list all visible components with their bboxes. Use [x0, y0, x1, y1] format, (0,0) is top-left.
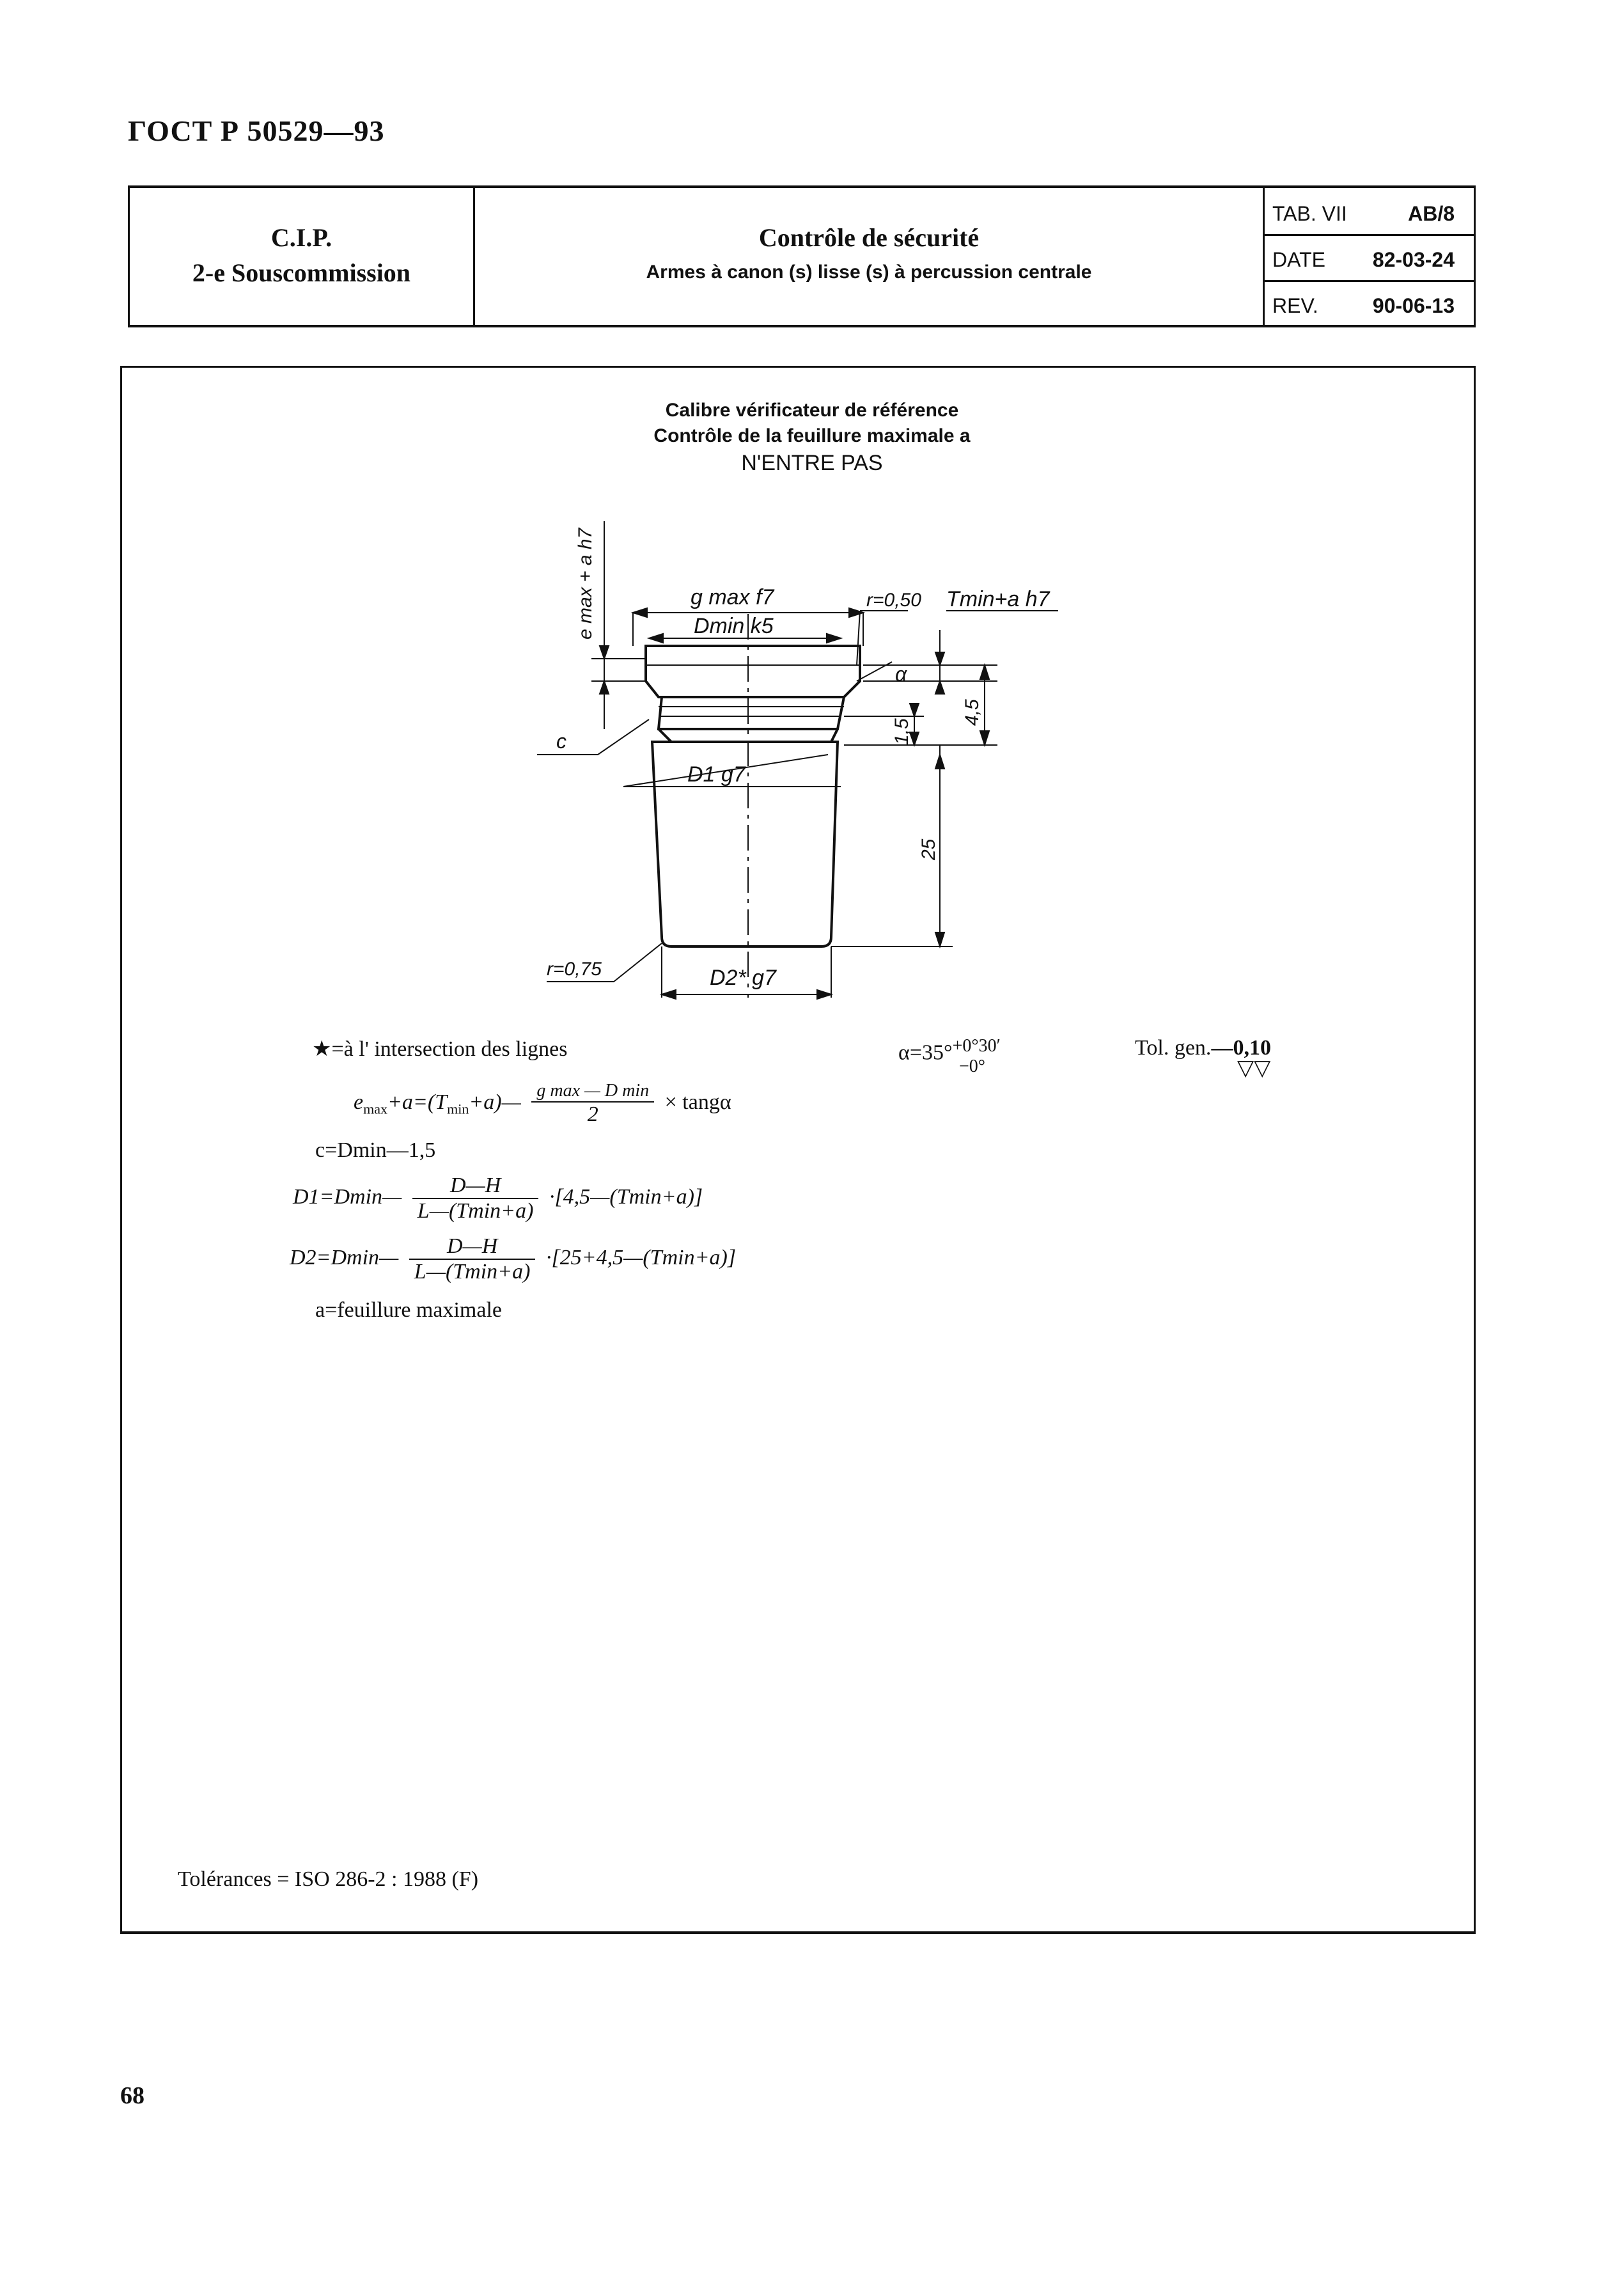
label-c: c: [556, 730, 566, 753]
emax-lhs-sub: max: [363, 1101, 387, 1117]
drawing-title-line2: Contrôle de la feuillure maximale a: [653, 425, 971, 446]
drawing-title-line1: Calibre vérificateur de référence: [665, 400, 959, 421]
label-emax: e max + a h7: [575, 528, 596, 640]
alpha-plus: +0°30′: [952, 1036, 1001, 1056]
d1-denominator: L—(Tmin+a): [417, 1199, 534, 1223]
drawing-title-line3: N'ENTRE PAS: [741, 451, 883, 475]
emax-denominator: 2: [587, 1103, 598, 1126]
emax-lhs: e: [354, 1090, 364, 1114]
subcommission: 2-e Souscommission: [192, 258, 411, 287]
emax-numerator: g max — D min: [531, 1081, 654, 1103]
emax-tail: × tangα: [664, 1090, 731, 1114]
document-code: ГОСТ Р 50529—93: [128, 114, 385, 147]
d1-numerator: D—H: [412, 1174, 539, 1199]
gauge-top-collar: [646, 646, 860, 697]
page-number: 68: [120, 2082, 144, 2109]
emax-fraction: [531, 1081, 654, 1127]
alpha-main: α=35°: [898, 1040, 953, 1065]
star-icon: ★=: [312, 1037, 344, 1061]
meta-label: DATE: [1272, 248, 1325, 271]
meta-value: 82-03-24: [1372, 248, 1455, 271]
tolerances-note: Tolérances = ISO 286-2 : 1988 (F): [178, 1867, 479, 1891]
alpha-minus: −0°: [959, 1056, 985, 1076]
label-alpha: α: [895, 663, 907, 686]
d1-lhs: D1=Dmin—: [293, 1184, 402, 1209]
label-tmin: Tmin+a h7: [946, 587, 1050, 611]
label-d2: D2* g7: [710, 966, 776, 990]
meta-value: 90-06-13: [1372, 294, 1455, 317]
emax-mid: +a=(T: [387, 1090, 448, 1114]
star-note-line: [312, 1036, 567, 1062]
tol-gen-label: Tol. gen.: [1135, 1036, 1212, 1060]
d1-formula: [293, 1174, 703, 1223]
label-gmax: g max f7: [691, 585, 774, 609]
d2-lhs: D2=Dmin—: [290, 1245, 399, 1269]
d2-formula: [290, 1234, 736, 1284]
meta-value: AB/8: [1408, 202, 1455, 225]
star-note: à l' intersection des lignes: [343, 1037, 568, 1061]
c-formula: c=Dmin—1,5: [315, 1138, 436, 1162]
control-title: Contrôle de sécurité: [758, 223, 980, 252]
org-name: C.I.P.: [270, 223, 332, 252]
label-dim-1-5: 1,5: [891, 718, 912, 745]
d2-denominator: L—(Tmin+a): [414, 1260, 531, 1284]
control-subtitle: Armes à canon (s) lisse (s) à percussion centrale: [646, 262, 1092, 283]
emax-formula: [354, 1081, 731, 1127]
label-dim-4-5: 4,5: [962, 699, 983, 726]
label-r050: r=0,50: [866, 590, 921, 611]
label-dmin: Dmin k5: [694, 614, 774, 638]
label-r075: r=0,75: [547, 959, 602, 980]
label-dim-25: 25: [918, 838, 939, 860]
tol-gen-marks: ▽▽: [1237, 1056, 1271, 1080]
meta-label: REV.: [1272, 294, 1318, 317]
emax-mid-end: +a)—: [469, 1090, 521, 1114]
d2-fraction: [409, 1234, 536, 1284]
d1-tail: ·[4,5—(Tmin+a)]: [549, 1184, 703, 1209]
d1-fraction: [412, 1174, 539, 1223]
tol-gen-value: —0,10: [1211, 1036, 1271, 1060]
meta-label: TAB. VII: [1272, 202, 1347, 225]
d2-tail: ·[25+4,5—(Tmin+a)]: [545, 1245, 737, 1269]
emax-mid-sub: min: [447, 1101, 469, 1117]
label-d1: D1 g7: [687, 762, 746, 787]
d2-numerator: D—H: [409, 1234, 536, 1260]
gauge-neck: [659, 697, 844, 729]
a-definition: a=feuillure maximale: [315, 1298, 502, 1322]
